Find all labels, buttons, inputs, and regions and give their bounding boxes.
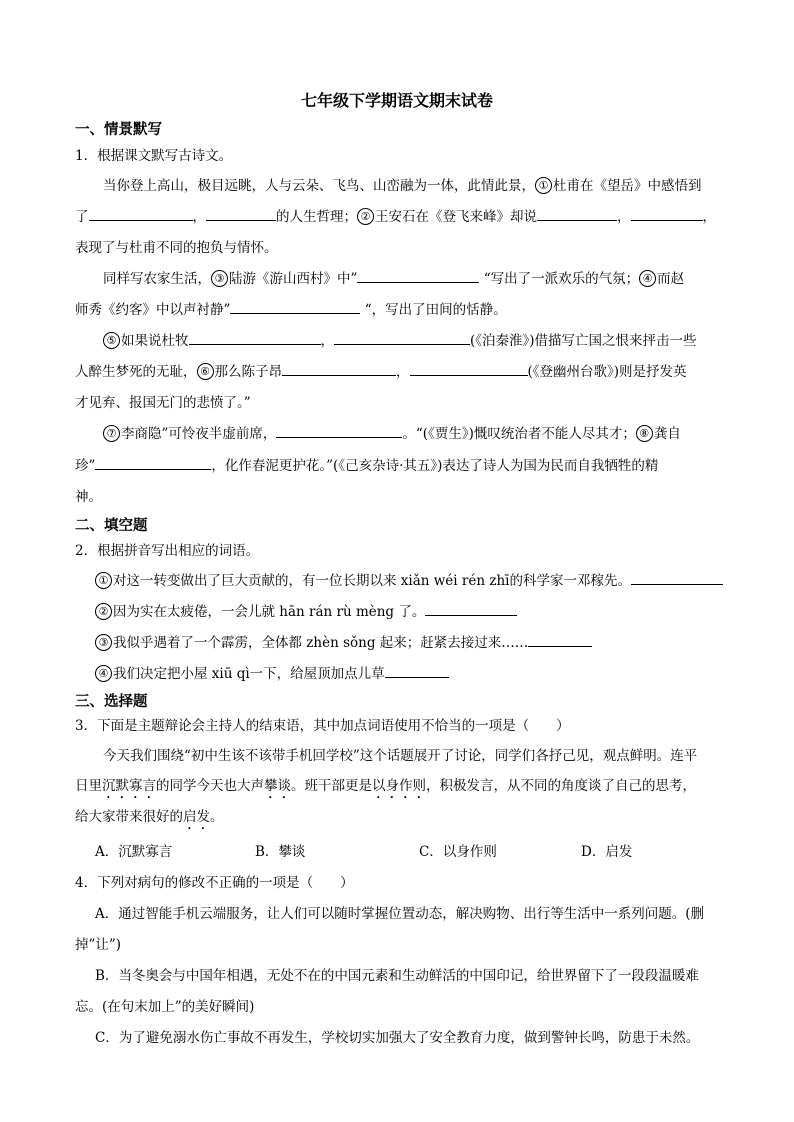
q1-text: 王安石在《登飞来峰》却说 xyxy=(375,209,537,225)
q1-text: (《登幽州台歌》)则是抒发英 xyxy=(527,364,687,380)
q1-text: “，写出了田间的恬静。 xyxy=(360,302,507,318)
q3-text: 的同学今天也大声 xyxy=(156,778,264,794)
item-number: ⑤ xyxy=(103,332,120,349)
q1-text: ， xyxy=(617,209,631,225)
q1-text: ，化作春泥更护花。”(《己亥杂诗·其五》)表达了诗人为国为民而自我牺牲的精 xyxy=(211,458,659,474)
answer-blank[interactable] xyxy=(631,206,703,221)
item-number: ② xyxy=(357,208,374,225)
q1-line-2 xyxy=(75,206,751,228)
option-a[interactable]: A．沉默寡言 xyxy=(95,844,173,860)
q1-text: 了 xyxy=(75,209,89,225)
q1-line-7 xyxy=(75,361,751,383)
q1-text: 而赵 xyxy=(657,271,685,287)
q1-text: 师秀《约客》中以声衬静” xyxy=(75,302,231,318)
section-heading-recitation: 一、情景默写 xyxy=(75,122,162,138)
answer-blank[interactable] xyxy=(631,570,723,585)
answer-blank[interactable] xyxy=(206,206,276,221)
q2-text: 因为实在太疲倦，一会儿就 hān rán rù mèng 了。 xyxy=(113,604,426,620)
q1-line-9 xyxy=(103,423,751,445)
answer-blank[interactable] xyxy=(385,663,449,678)
item-number: ⑥ xyxy=(197,363,214,380)
q1-line-4 xyxy=(103,268,751,290)
option-b[interactable]: B．攀谈 xyxy=(255,844,306,860)
question-4-stem: 4．下列对病句的修改不正确的一项是（ ） xyxy=(75,875,354,891)
page-title: 七年级下学期语文期末试卷 xyxy=(300,91,493,110)
item-number: ① xyxy=(535,177,552,194)
q1-line-5 xyxy=(75,299,751,321)
q1-text: 的人生哲理； xyxy=(276,209,357,225)
emphasized-word: 攀谈 xyxy=(264,778,291,794)
answer-blank[interactable] xyxy=(528,632,592,647)
item-number: ① xyxy=(95,572,112,589)
q1-text: 珍” xyxy=(75,458,96,474)
q1-text: 龚自 xyxy=(653,426,681,442)
emphasized-word: 沉默寡言 xyxy=(102,778,156,794)
q1-line-1 xyxy=(103,175,751,197)
question-3-stem: 3．下面是主题辩论会主持人的结束语，其中加点词语使用不恰当的一项是（ ） xyxy=(75,718,570,734)
q4-option-a-line-1[interactable]: A．通过智能手机云端服务，让人们可以随时掌握位置动态，解决购物、出行等生活中一系列问题。(删 xyxy=(95,906,705,922)
q1-line-6 xyxy=(103,330,751,352)
item-number: ⑦ xyxy=(103,425,120,442)
q4-option-b-line-1[interactable]: B．当冬奥会与中国年相遇，无处不在的中国元素和生动鲜活的中国印记，给世界留下了一段段温暖难 xyxy=(95,968,699,984)
answer-blank[interactable] xyxy=(89,206,193,221)
answer-blank[interactable] xyxy=(189,330,321,345)
q4-option-b-line-2[interactable]: 忘。(在句末加上”的美好瞬间) xyxy=(75,999,255,1015)
q1-line-11: 神。 xyxy=(75,489,102,505)
section-heading-multiple-choice: 三、选择题 xyxy=(75,694,148,710)
q1-line-8: 才见弃、报国无门的悲愤了。” xyxy=(75,395,251,411)
q3-text-line-1: 今天我们围绕“初中生该不该带手机回学校”这个话题展开了讨论，同学们各抒己见，观点鲜明。连平 xyxy=(103,748,698,764)
q1-text: 陆游《游山西村》中” xyxy=(229,271,358,287)
q4-option-c-line-1[interactable]: C．为了避免溺水伤亡事故不再发生，学校切实加强大了安全教育力度，做到警钟长鸣，防患于未然。 xyxy=(95,1030,700,1046)
q1-text: 那么陈子昂 xyxy=(214,364,282,380)
q1-text: 。“(《贾生》)慨叹统治者不能人尽其才； xyxy=(402,426,636,442)
q1-line-3: 表现了与杜甫不同的抱负与情怀。 xyxy=(75,240,278,256)
q2-item-4 xyxy=(95,663,743,685)
q2-item-2 xyxy=(95,601,743,623)
question-1-stem: 1．根据课文默写古诗文。 xyxy=(75,148,233,164)
q1-text: ， xyxy=(192,209,206,225)
section-heading-fill-in: 二、填空题 xyxy=(75,518,148,534)
answer-blank[interactable] xyxy=(425,601,517,616)
q1-line-10 xyxy=(75,455,751,477)
question-2-stem: 2．根据拼音写出相应的词语。 xyxy=(75,543,260,559)
q1-text: (《泊秦淮》)借描写亡国之恨来抨击一些 xyxy=(470,333,697,349)
q3-text: ，积极发言，从不同的角度谈了自己的思考， xyxy=(426,778,696,794)
q1-text: ， xyxy=(396,364,410,380)
q1-text: 杜甫在《望岳》中感悟到 xyxy=(553,178,702,194)
q1-text: 人醉生梦死的无耻， xyxy=(75,364,197,380)
q2-text: 我们决定把小屋 xiū qì一下，给屋顶加点儿草 xyxy=(113,666,385,682)
item-number: ④ xyxy=(639,270,656,287)
answer-blank[interactable] xyxy=(282,361,396,376)
q1-text: 当你登上高山，极目远眺，人与云朵、飞鸟、山峦融为一体，此情此景， xyxy=(103,178,535,194)
item-number: ③ xyxy=(211,270,228,287)
q2-text: 对这一转变做出了巨大贡献的，有一位长期以来 xiǎn wéi rén zhī的科学家一邓稼先。 xyxy=(113,573,631,589)
q3-text: 。 xyxy=(210,809,224,825)
answer-blank[interactable] xyxy=(95,455,211,470)
q3-text: 日里 xyxy=(75,778,102,794)
answer-blank[interactable] xyxy=(410,361,528,376)
item-number: ④ xyxy=(95,665,112,682)
emphasized-word: 启发 xyxy=(183,809,210,825)
q3-text: 给大家带来很好的 xyxy=(75,809,183,825)
item-number: ③ xyxy=(95,634,112,651)
emphasized-word: 以身作则 xyxy=(372,778,426,794)
answer-blank[interactable] xyxy=(230,299,360,314)
option-c[interactable]: C．以身作则 xyxy=(419,844,497,860)
q1-text: 同样写农家生活， xyxy=(103,271,211,287)
q2-text: 我似乎遇着了一个霹雳，全体都 zhèn sǒng 起来；赶紧去接过来…… xyxy=(113,635,529,651)
q1-text: ， xyxy=(702,209,716,225)
q3-text-line-3 xyxy=(75,806,751,833)
q1-text: 如果说杜牧 xyxy=(121,333,189,349)
item-number: ⑧ xyxy=(636,425,653,442)
item-number: ② xyxy=(95,603,112,620)
answer-blank[interactable] xyxy=(357,268,479,283)
q3-text-line-2 xyxy=(75,775,751,802)
q2-item-1 xyxy=(95,570,743,592)
q3-text: 。班干部更是 xyxy=(291,778,372,794)
q1-text: “写出了一派欢乐的气氛； xyxy=(479,271,640,287)
q4-option-a-line-2[interactable]: 掉”让”) xyxy=(75,937,122,953)
answer-blank[interactable] xyxy=(537,206,617,221)
q2-item-3 xyxy=(95,632,743,654)
q1-text: 李商隐”可怜夜半虚前席， xyxy=(121,426,277,442)
q1-text: ， xyxy=(320,333,334,349)
answer-blank[interactable] xyxy=(334,330,470,345)
option-d[interactable]: D．启发 xyxy=(581,844,633,860)
answer-blank[interactable] xyxy=(276,423,402,438)
